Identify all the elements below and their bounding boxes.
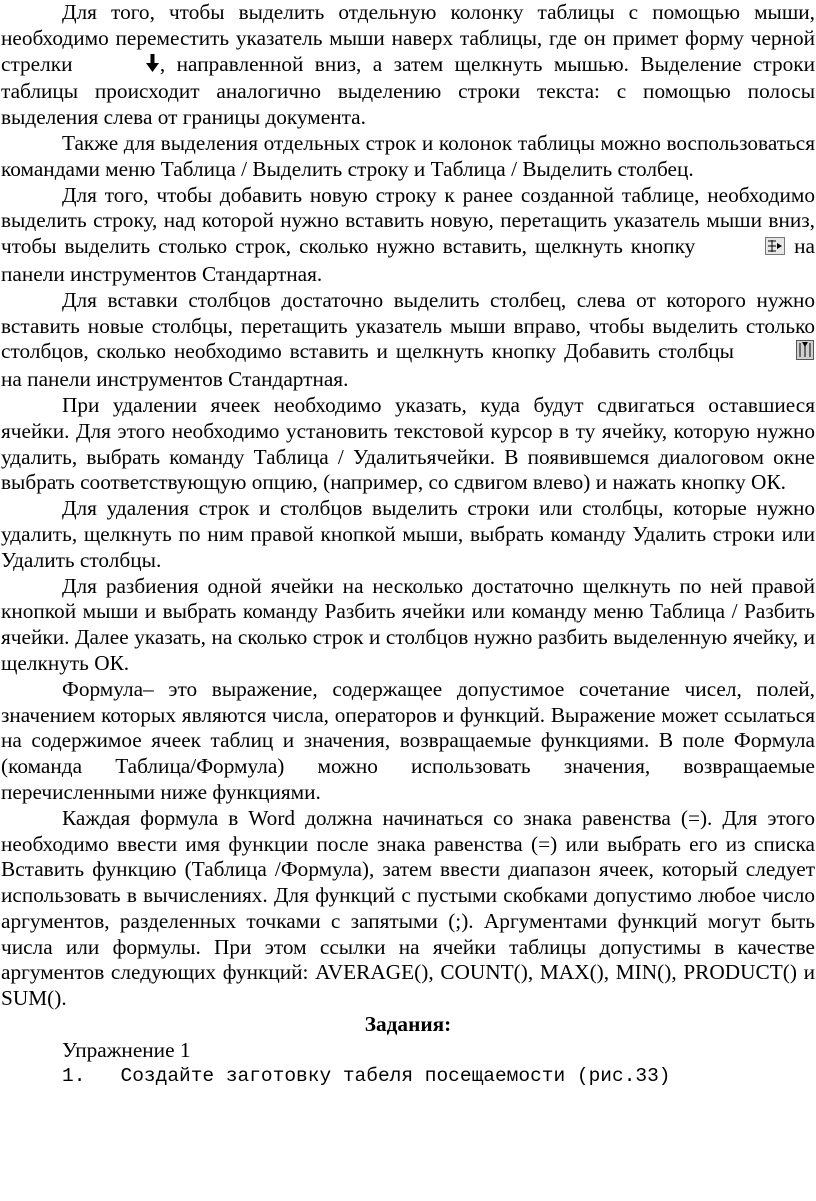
paragraph-delete-rows-columns: Для удаления строк и столбцов выделить строки или столбцы, которые нужно удалить, щелкнуть по ним правой кнопкой мыши, выбрать команду Удалить строки или Удалить столбцы. [1,496,815,572]
paragraph-formula-definition: Формула– это выражение, содержащее допустимое сочетание чисел, полей, значением которых являются числа, операторов и функций. Выражение может ссылаться на содержимое ячеек таблиц и значения, возвращаемые функциями. В поле Формула (команда Таблица/Формула) можно использовать значения, возвращаемые перечисленными ниже функциями. [1,676,815,804]
paragraph-text: Для того, чтобы выделить отдельную колонку таблицы с помощью мыши, необходимо переместить указатель мыши наверх таблицы, где он примет форму черной стрелки [1,0,815,76]
paragraph-text: на панели инструментов Стандартная. [1,234,815,286]
paragraph-delete-cells: При удалении ячеек необходимо указать, куда будут сдвигаться оставшиеся ячейки. Для этого необходимо установить текстовой курсор в ту ячейку, которую нужно удалить, выбрать команду Таблица / Удалитьячейки. В появившемся диалоговом окне выбрать соответствующую опцию, (например, со сдвигом влево) и нажать кнопку ОК. [1,392,815,495]
down-arrow-cursor-icon [85,53,159,80]
paragraph-insert-columns [0,288,815,393]
paragraph-text: Для того, чтобы добавить новую строку к ранее созданной таблице, необходимо выделить строку, над которой нужно вставить новую, перетащить указатель мыши вниз, чтобы выделить столько строк, сколько нужно вставить, щелкнуть кнопку [1,182,815,259]
insert-columns-icon [735,340,814,367]
insert-rows-icon [704,236,785,262]
paragraph-add-row [0,183,815,288]
paragraph-text: Для вставки столбцов достаточно выделить столбец, слева от которого нужно вставить новые столбцы, перетащить указатель мыши вправо, чтобы выделить столько столбцов, сколько необходимо вставить и щелкнуть кнопку Добавить столбцы [1,287,815,364]
paragraph-column-selection [0,0,815,131]
paragraph-split-cells: Для разбиения одной ячейки на несколько достаточно щелкнуть по ней правой кнопкой мыши и выбрать команду Разбить ячейки или команду меню Таблица / Разбить ячейки. Далее указать, на сколько строк и столбцов нужно разбить выделенную ячейку, и щелкнуть ОК. [1,573,815,675]
exercise-item: 1. Создайте заготовку табеля посещаемости (рис.33) [62,1064,671,1087]
paragraph-formula-usage: Каждая формула в Word должна начинаться со знака равенства (=). Для этого необходимо ввести имя функции после знака равенства (=) или выбрать его из списка Вставить функцию (Таблица /Формула), затем ввести диапазон ячеек, который следует использовать в вычислениях. Для функций с пустыми скобками допустимо любое число аргументов, разделенных точками с запятыми (;). Аргументами функций могут быть числа или формулы. При этом ссылки на ячейки таблицы допустимы в качестве аргументов следующих функций: AVERAGE(), COUNT(), MAX(), MIN(), PRODUCT() и SUM(). [1,805,815,1011]
paragraph-text: на панели инструментов Стандартная. [1,367,349,392]
paragraph-text: , направленной вниз, а затем щелкнуть мышью. Выделение строки таблицы происходит аналогично выделению строки текста: с помощью полосы выделения слева от границы документа. [1,51,815,130]
tasks-heading: Задания: [364,1012,452,1037]
exercise-title: Упражнение 1 [62,1037,191,1062]
paragraph-menu-selection: Также для выделения отдельных строк и колонок таблицы можно воспользоваться командами меню Таблица / Выделить строку и Таблица / Выделить столбец. [1,130,815,181]
